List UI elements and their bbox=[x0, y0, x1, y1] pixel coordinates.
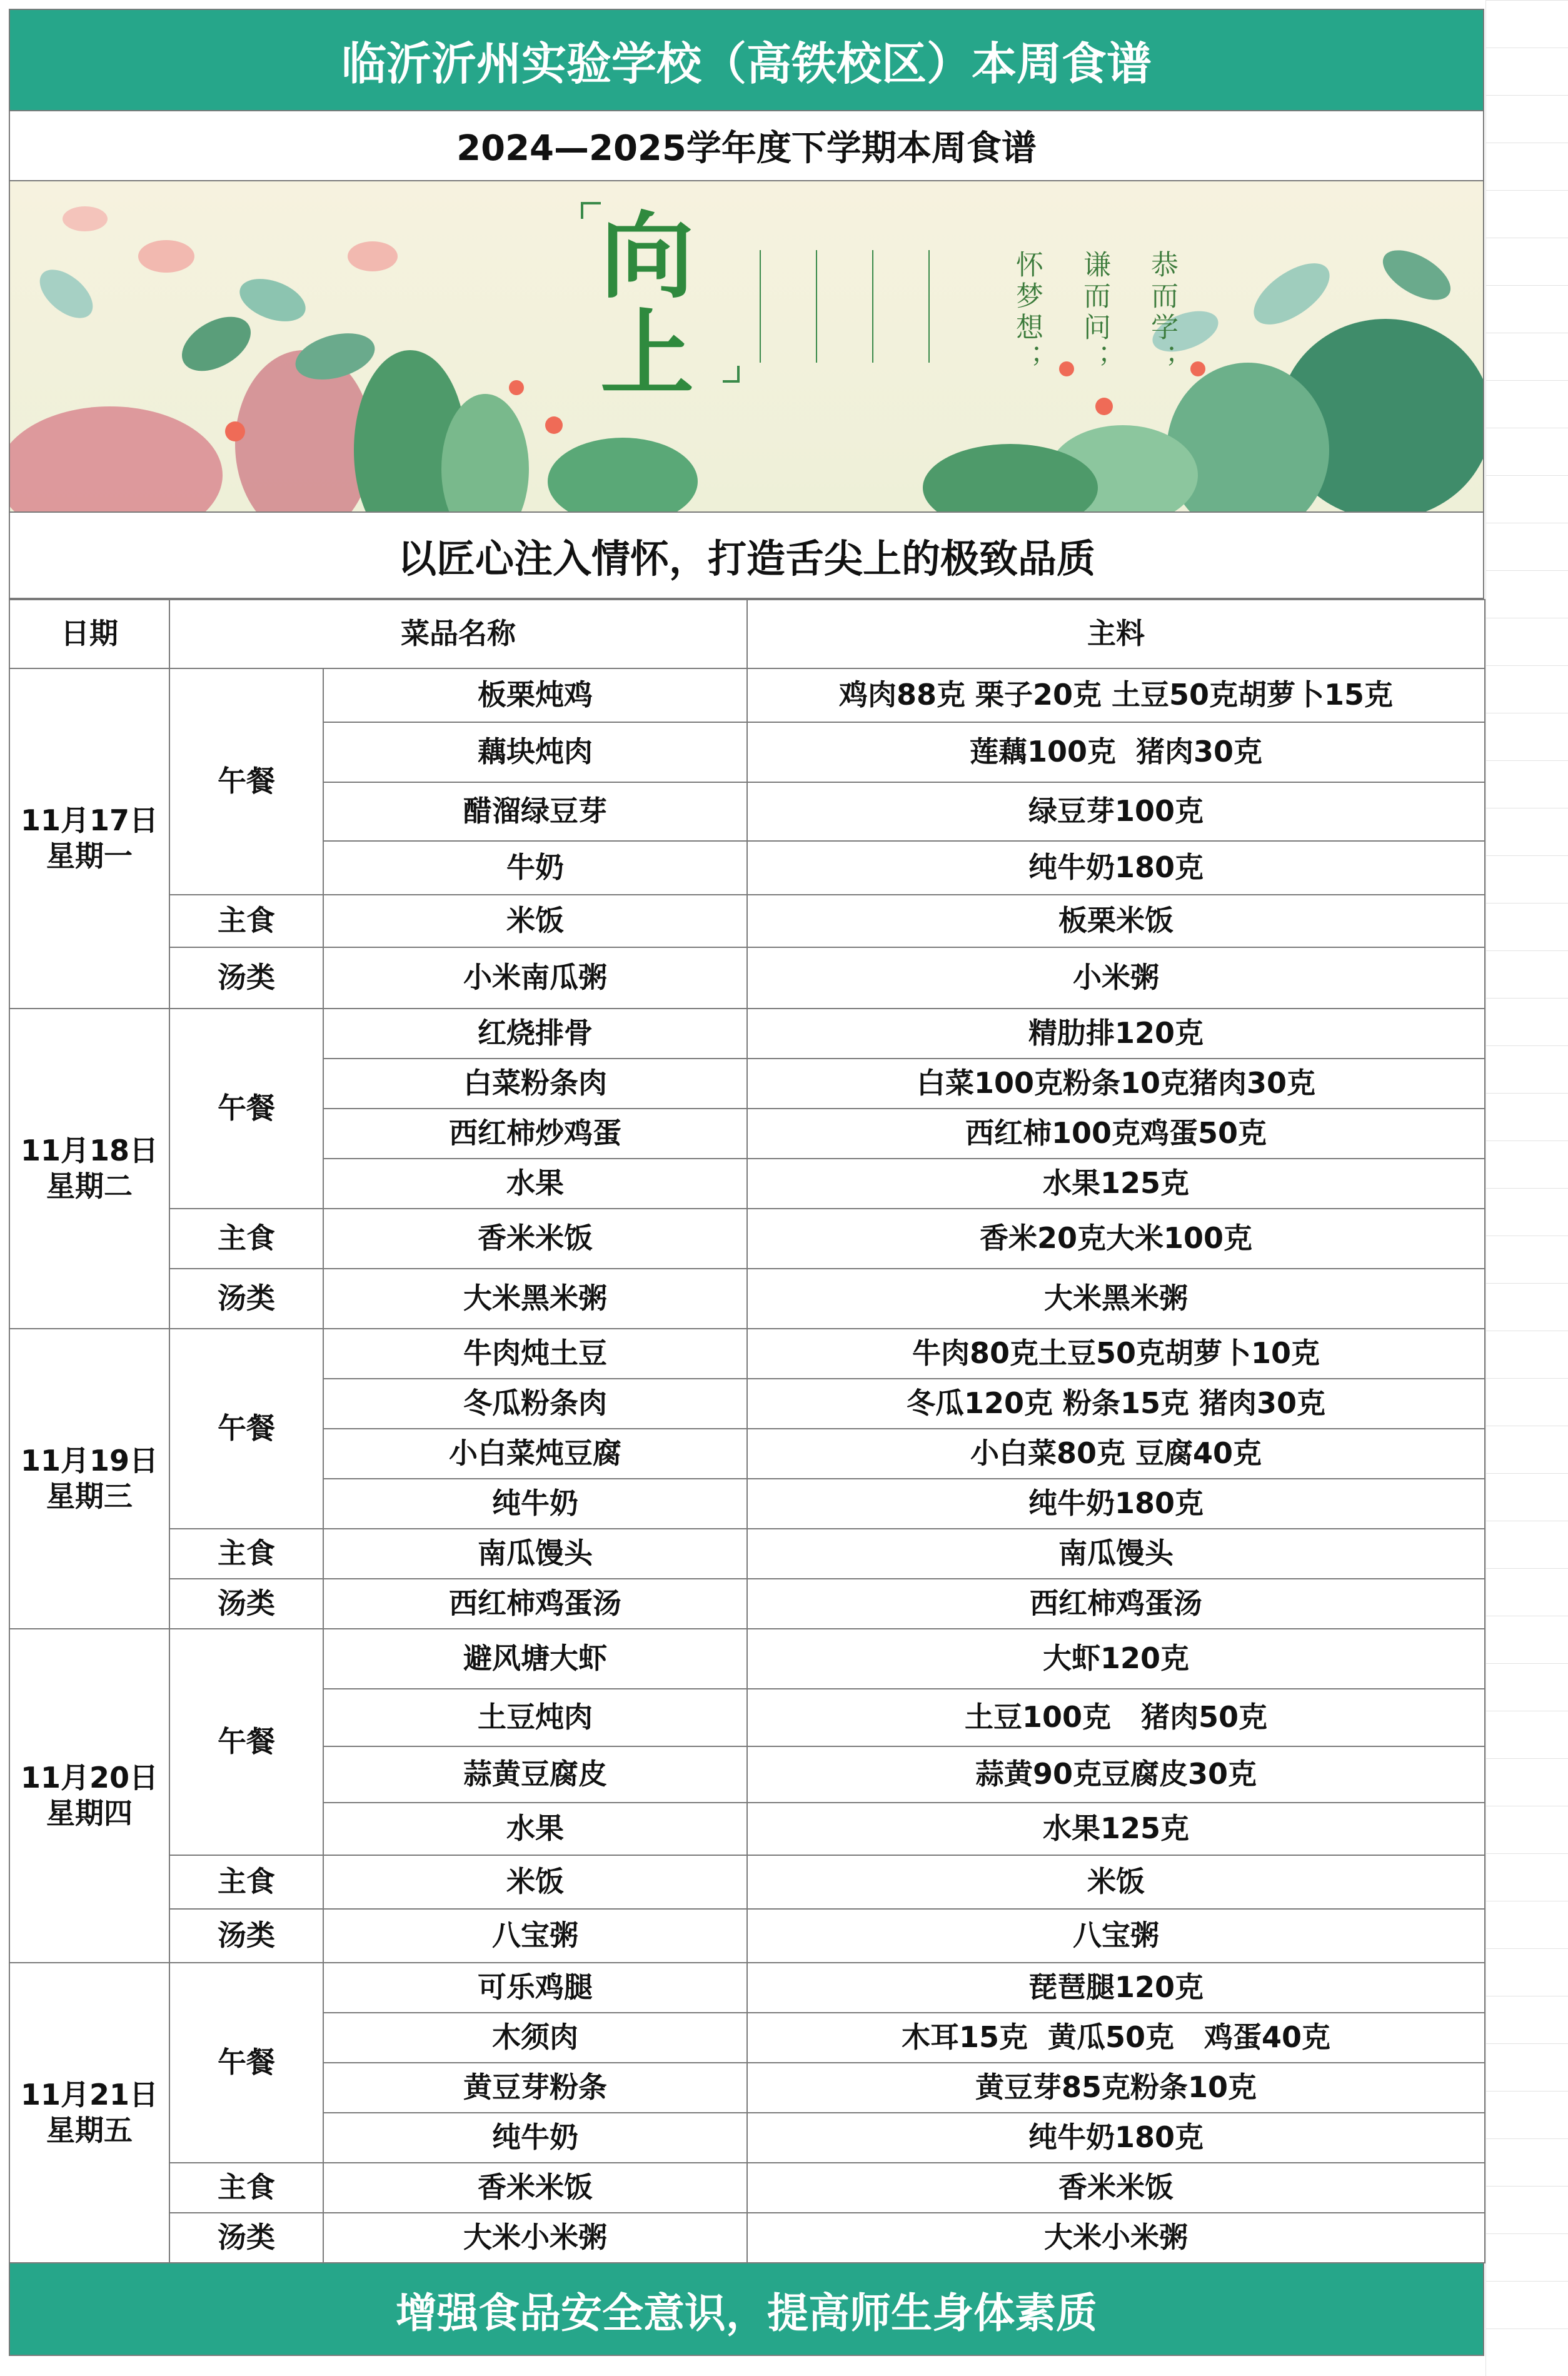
poem-line-3: 怀梦想； bbox=[1011, 250, 1043, 375]
floral-illustration bbox=[10, 181, 1483, 511]
day-date-cell bbox=[9, 1329, 169, 1629]
table-row bbox=[9, 1209, 1485, 1269]
meal-category-staple: 主食 bbox=[169, 1209, 323, 1269]
dish-name: 米饭 bbox=[323, 895, 747, 947]
table-row bbox=[9, 1855, 1485, 1909]
dish-ingredients: 绿豆芽100克 bbox=[747, 782, 1485, 841]
dish-name: 避风塘大虾 bbox=[323, 1629, 747, 1689]
slogan: 以匠心注入情怀，打造舌尖上的极致品质 bbox=[9, 513, 1484, 599]
banner-poem bbox=[766, 250, 1182, 375]
dish-ingredients: 蒜黄90克豆腐皮30克 bbox=[747, 1746, 1485, 1803]
dish-ingredients: 精肋排120克 bbox=[747, 1009, 1485, 1059]
dish-name: 纯牛奶 bbox=[323, 2113, 747, 2163]
header-dish: 菜品名称 bbox=[169, 600, 747, 668]
dish-ingredients: 米饭 bbox=[747, 1855, 1485, 1909]
table-row bbox=[9, 1909, 1485, 1963]
dish-name: 黄豆芽粉条 bbox=[323, 2063, 747, 2113]
poem-line-2: 谦而问； bbox=[1078, 250, 1110, 375]
page-title: 临沂沂州实验学校（高铁校区）本周食谱 bbox=[9, 9, 1484, 111]
day-weekday: 星期三 bbox=[46, 1479, 133, 1513]
dish-name: 木须肉 bbox=[323, 2013, 747, 2063]
day-date: 11月19日 bbox=[20, 1443, 159, 1477]
dish-name: 醋溜绿豆芽 bbox=[323, 782, 747, 841]
meal-category-lunch: 午餐 bbox=[169, 1629, 323, 1855]
dish-ingredients: 大米小米粥 bbox=[747, 2213, 1485, 2263]
table-row bbox=[9, 947, 1485, 1009]
day-date-cell bbox=[9, 1629, 169, 1963]
dish-ingredients: 小白菜80克 豆腐40克 bbox=[747, 1429, 1485, 1479]
meal-category-soup: 汤类 bbox=[169, 1579, 323, 1629]
dish-name: 香米米饭 bbox=[323, 1209, 747, 1269]
footer-banner: 增强食品安全意识，提高师生身体素质 bbox=[9, 2263, 1484, 2356]
table-row bbox=[9, 1009, 1485, 1059]
meal-category-lunch: 午餐 bbox=[169, 1009, 323, 1209]
meal-category-staple: 主食 bbox=[169, 2163, 323, 2213]
table-row bbox=[9, 2213, 1485, 2263]
dish-name: 土豆炖肉 bbox=[323, 1689, 747, 1746]
day-date: 11月18日 bbox=[20, 1133, 159, 1167]
dish-name: 大米黑米粥 bbox=[323, 1269, 747, 1329]
meal-category-staple: 主食 bbox=[169, 1855, 323, 1909]
dish-ingredients: 八宝粥 bbox=[747, 1909, 1485, 1963]
dish-name: 板栗炖鸡 bbox=[323, 668, 747, 722]
day-date: 11月21日 bbox=[20, 2077, 159, 2112]
page-subtitle: 2024—2025学年度下学期本周食谱 bbox=[9, 111, 1484, 181]
meal-category-lunch: 午餐 bbox=[169, 668, 323, 895]
dish-ingredients: 纯牛奶180克 bbox=[747, 2113, 1485, 2163]
meal-category-soup: 汤类 bbox=[169, 947, 323, 1009]
dish-name: 香米米饭 bbox=[323, 2163, 747, 2213]
dish-ingredients: 土豆100克 猪肉50克 bbox=[747, 1689, 1485, 1746]
dish-name: 红烧排骨 bbox=[323, 1009, 747, 1059]
table-header-row bbox=[9, 600, 1485, 668]
dish-name: 牛奶 bbox=[323, 841, 747, 895]
dish-name: 白菜粉条肉 bbox=[323, 1059, 747, 1109]
dish-name: 西红柿炒鸡蛋 bbox=[323, 1109, 747, 1159]
day-weekday: 星期一 bbox=[46, 839, 133, 873]
dish-ingredients: 琵琶腿120克 bbox=[747, 1963, 1485, 2013]
table-row bbox=[9, 668, 1485, 722]
dish-name: 八宝粥 bbox=[323, 1909, 747, 1963]
dish-name: 纯牛奶 bbox=[323, 1479, 747, 1529]
day-date: 11月20日 bbox=[20, 1760, 159, 1795]
day-weekday: 星期四 bbox=[46, 1796, 133, 1830]
table-row bbox=[9, 2163, 1485, 2213]
day-date-cell bbox=[9, 1009, 169, 1329]
table-row bbox=[9, 1579, 1485, 1629]
dish-ingredients: 香米米饭 bbox=[747, 2163, 1485, 2213]
header-ingredients: 主料 bbox=[747, 600, 1485, 668]
dish-ingredients: 鸡肉88克 栗子20克 土豆50克胡萝卜15克 bbox=[747, 668, 1485, 722]
meal-category-soup: 汤类 bbox=[169, 2213, 323, 2263]
dish-ingredients: 纯牛奶180克 bbox=[747, 841, 1485, 895]
dish-name: 小白菜炖豆腐 bbox=[323, 1429, 747, 1479]
dish-name: 大米小米粥 bbox=[323, 2213, 747, 2263]
dish-ingredients: 南瓜馒头 bbox=[747, 1529, 1485, 1579]
dish-name: 米饭 bbox=[323, 1855, 747, 1909]
dish-ingredients: 大米黑米粥 bbox=[747, 1269, 1485, 1329]
table-row bbox=[9, 1629, 1485, 1689]
table-row bbox=[9, 1269, 1485, 1329]
meal-category-soup: 汤类 bbox=[169, 1909, 323, 1963]
table-row bbox=[9, 1329, 1485, 1379]
dish-name: 水果 bbox=[323, 1159, 747, 1209]
day-date-cell bbox=[9, 1963, 169, 2263]
poem-line-1: 恭而学； bbox=[1146, 250, 1178, 375]
day-weekday: 星期二 bbox=[46, 1169, 133, 1203]
dish-ingredients: 水果125克 bbox=[747, 1159, 1485, 1209]
day-date: 11月17日 bbox=[20, 803, 159, 837]
meal-category-lunch: 午餐 bbox=[169, 1963, 323, 2163]
meal-category-soup: 汤类 bbox=[169, 1269, 323, 1329]
meal-category-staple: 主食 bbox=[169, 1529, 323, 1579]
dish-ingredients: 香米20克大米100克 bbox=[747, 1209, 1485, 1269]
dish-name: 蒜黄豆腐皮 bbox=[323, 1746, 747, 1803]
table-row bbox=[9, 895, 1485, 947]
dish-ingredients: 大虾120克 bbox=[747, 1629, 1485, 1689]
dish-ingredients: 西红柿鸡蛋汤 bbox=[747, 1579, 1485, 1629]
header-date: 日期 bbox=[9, 600, 169, 668]
menu-sheet bbox=[9, 9, 1484, 2356]
menu-table bbox=[9, 599, 1485, 2263]
dish-name: 南瓜馒头 bbox=[323, 1529, 747, 1579]
dish-ingredients: 木耳15克 黄瓜50克 鸡蛋40克 bbox=[747, 2013, 1485, 2063]
day-date-cell bbox=[9, 668, 169, 1009]
dish-name: 牛肉炖土豆 bbox=[323, 1329, 747, 1379]
dish-ingredients: 黄豆芽85克粉条10克 bbox=[747, 2063, 1485, 2113]
dish-name: 冬瓜粉条肉 bbox=[323, 1379, 747, 1429]
dish-name: 小米南瓜粥 bbox=[323, 947, 747, 1009]
dish-name: 藕块炖肉 bbox=[323, 722, 747, 782]
dish-ingredients: 莲藕100克 猪肉30克 bbox=[747, 722, 1485, 782]
dish-ingredients: 板栗米饭 bbox=[747, 895, 1485, 947]
dish-name: 可乐鸡腿 bbox=[323, 1963, 747, 2013]
table-row bbox=[9, 1963, 1485, 2013]
dish-name: 西红柿鸡蛋汤 bbox=[323, 1579, 747, 1629]
dish-ingredients: 白菜100克粉条10克猪肉30克 bbox=[747, 1059, 1485, 1109]
dish-ingredients: 纯牛奶180克 bbox=[747, 1479, 1485, 1529]
dish-ingredients: 水果125克 bbox=[747, 1803, 1485, 1855]
spreadsheet-gridlines bbox=[1485, 0, 1568, 2376]
day-weekday: 星期五 bbox=[46, 2113, 133, 2147]
banner-big-word: 向上 bbox=[584, 206, 693, 401]
table-row bbox=[9, 1529, 1485, 1579]
dish-name: 水果 bbox=[323, 1803, 747, 1855]
decorative-banner bbox=[9, 181, 1484, 513]
dish-ingredients: 西红柿100克鸡蛋50克 bbox=[747, 1109, 1485, 1159]
dish-ingredients: 小米粥 bbox=[747, 947, 1485, 1009]
meal-category-lunch: 午餐 bbox=[169, 1329, 323, 1529]
meal-category-staple: 主食 bbox=[169, 895, 323, 947]
dish-ingredients: 牛肉80克土豆50克胡萝卜10克 bbox=[747, 1329, 1485, 1379]
dish-ingredients: 冬瓜120克 粉条15克 猪肉30克 bbox=[747, 1379, 1485, 1429]
